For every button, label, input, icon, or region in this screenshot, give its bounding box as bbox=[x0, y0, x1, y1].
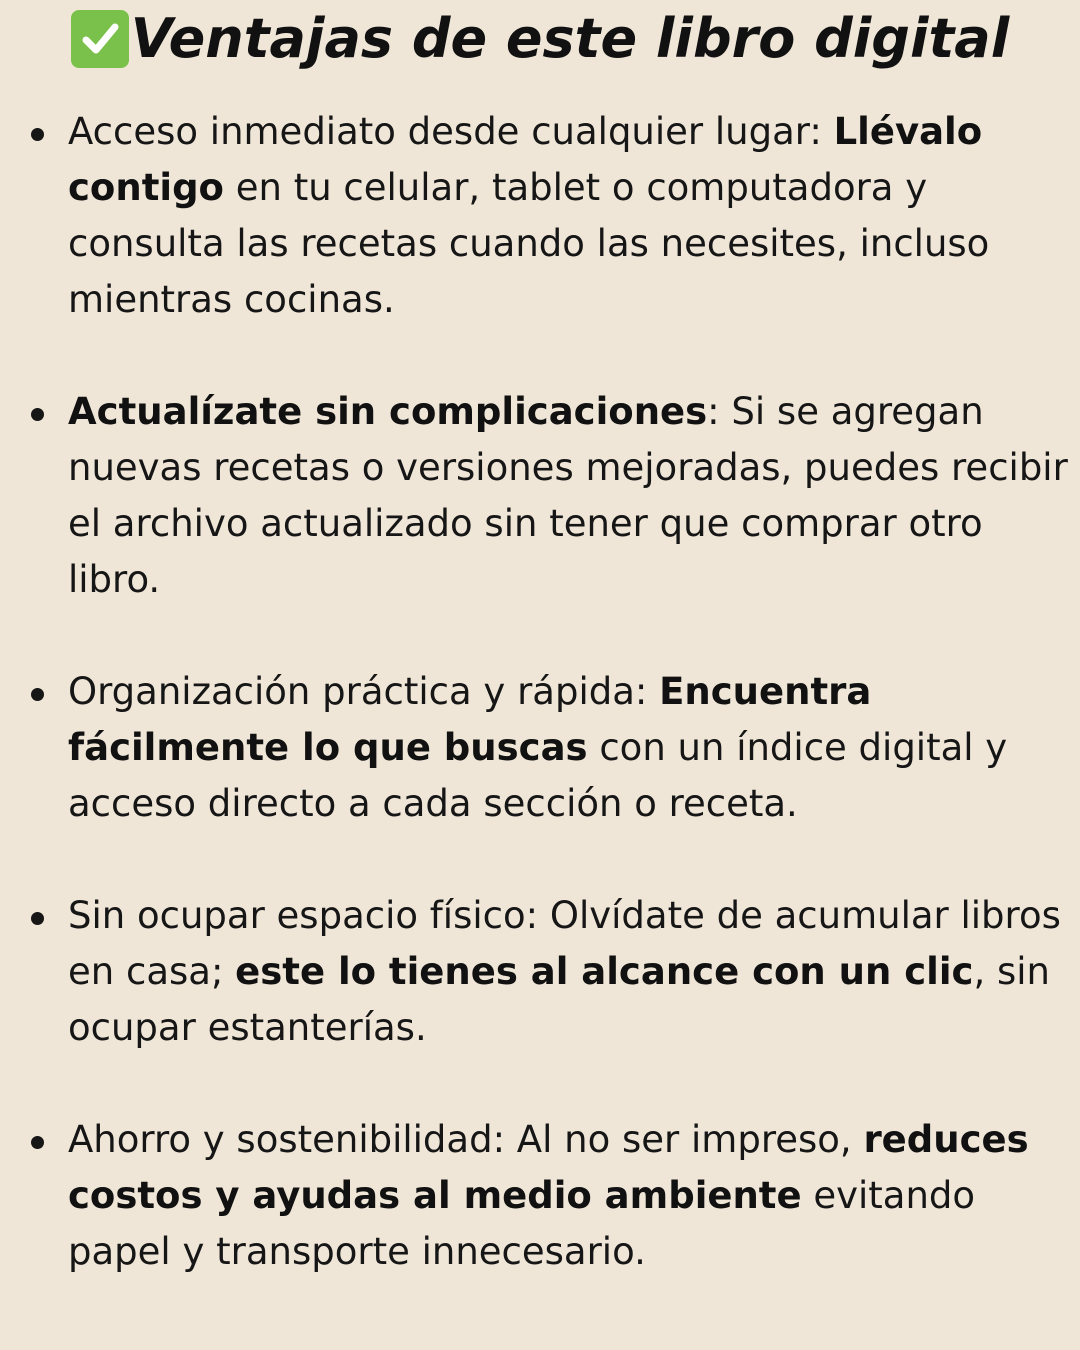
benefit-item-updates bbox=[0, 384, 1068, 608]
benefit-bold-text: Actualízate sin complicaciones bbox=[68, 390, 708, 433]
benefit-text-part: Organización práctica y rápida: bbox=[68, 670, 660, 713]
benefit-text-part: evitando papel y transporte innecesario. bbox=[68, 1174, 976, 1273]
check-mark-button-icon bbox=[71, 10, 129, 68]
benefit-text-part: : Si se agregan nuevas recetas o versiones mejoradas, puedes recibir el archivo actualizado sin tener que comprar otro libro. bbox=[68, 390, 1068, 601]
bullet-icon bbox=[31, 912, 44, 925]
benefit-text-part: con un índice digital y acceso directo a cada sección o receta. bbox=[68, 726, 1008, 825]
page-title: Ventajas de este libro digital bbox=[130, 7, 1010, 70]
bullet-icon bbox=[31, 408, 44, 421]
benefits-list bbox=[0, 104, 1080, 1280]
benefit-item-no-physical-space bbox=[0, 888, 1068, 1056]
benefit-item-immediate-access bbox=[0, 104, 1068, 328]
benefit-bold-text: Encuentra fácilmente lo que buscas bbox=[68, 670, 872, 769]
bullet-icon bbox=[31, 128, 44, 141]
bullet-icon bbox=[31, 1136, 44, 1149]
bullet-icon bbox=[31, 688, 44, 701]
benefit-item-savings-sustainability bbox=[0, 1112, 1068, 1280]
benefit-item-organization bbox=[0, 664, 1068, 832]
benefit-text-part: Acceso inmediato desde cualquier lugar: bbox=[68, 110, 834, 153]
benefit-text-part: , sin ocupar estanterías. bbox=[68, 950, 1050, 1049]
benefit-bold-text: reduces costos y ayudas al medio ambiente bbox=[68, 1118, 1029, 1217]
title-row bbox=[0, 6, 1080, 72]
benefit-text-part: Ahorro y sostenibilidad: Al no ser impreso, bbox=[68, 1118, 864, 1161]
benefit-text-part: en tu celular, tablet o computadora y consulta las recetas cuando las necesites, incluso mientras cocinas. bbox=[68, 166, 990, 321]
benefit-bold-text: Llévalo contigo bbox=[68, 110, 983, 209]
benefit-text-part: Sin ocupar espacio físico: Olvídate de acumular libros en casa; bbox=[68, 894, 1061, 993]
benefit-bold-text: este lo tienes al alcance con un clic bbox=[235, 950, 974, 993]
